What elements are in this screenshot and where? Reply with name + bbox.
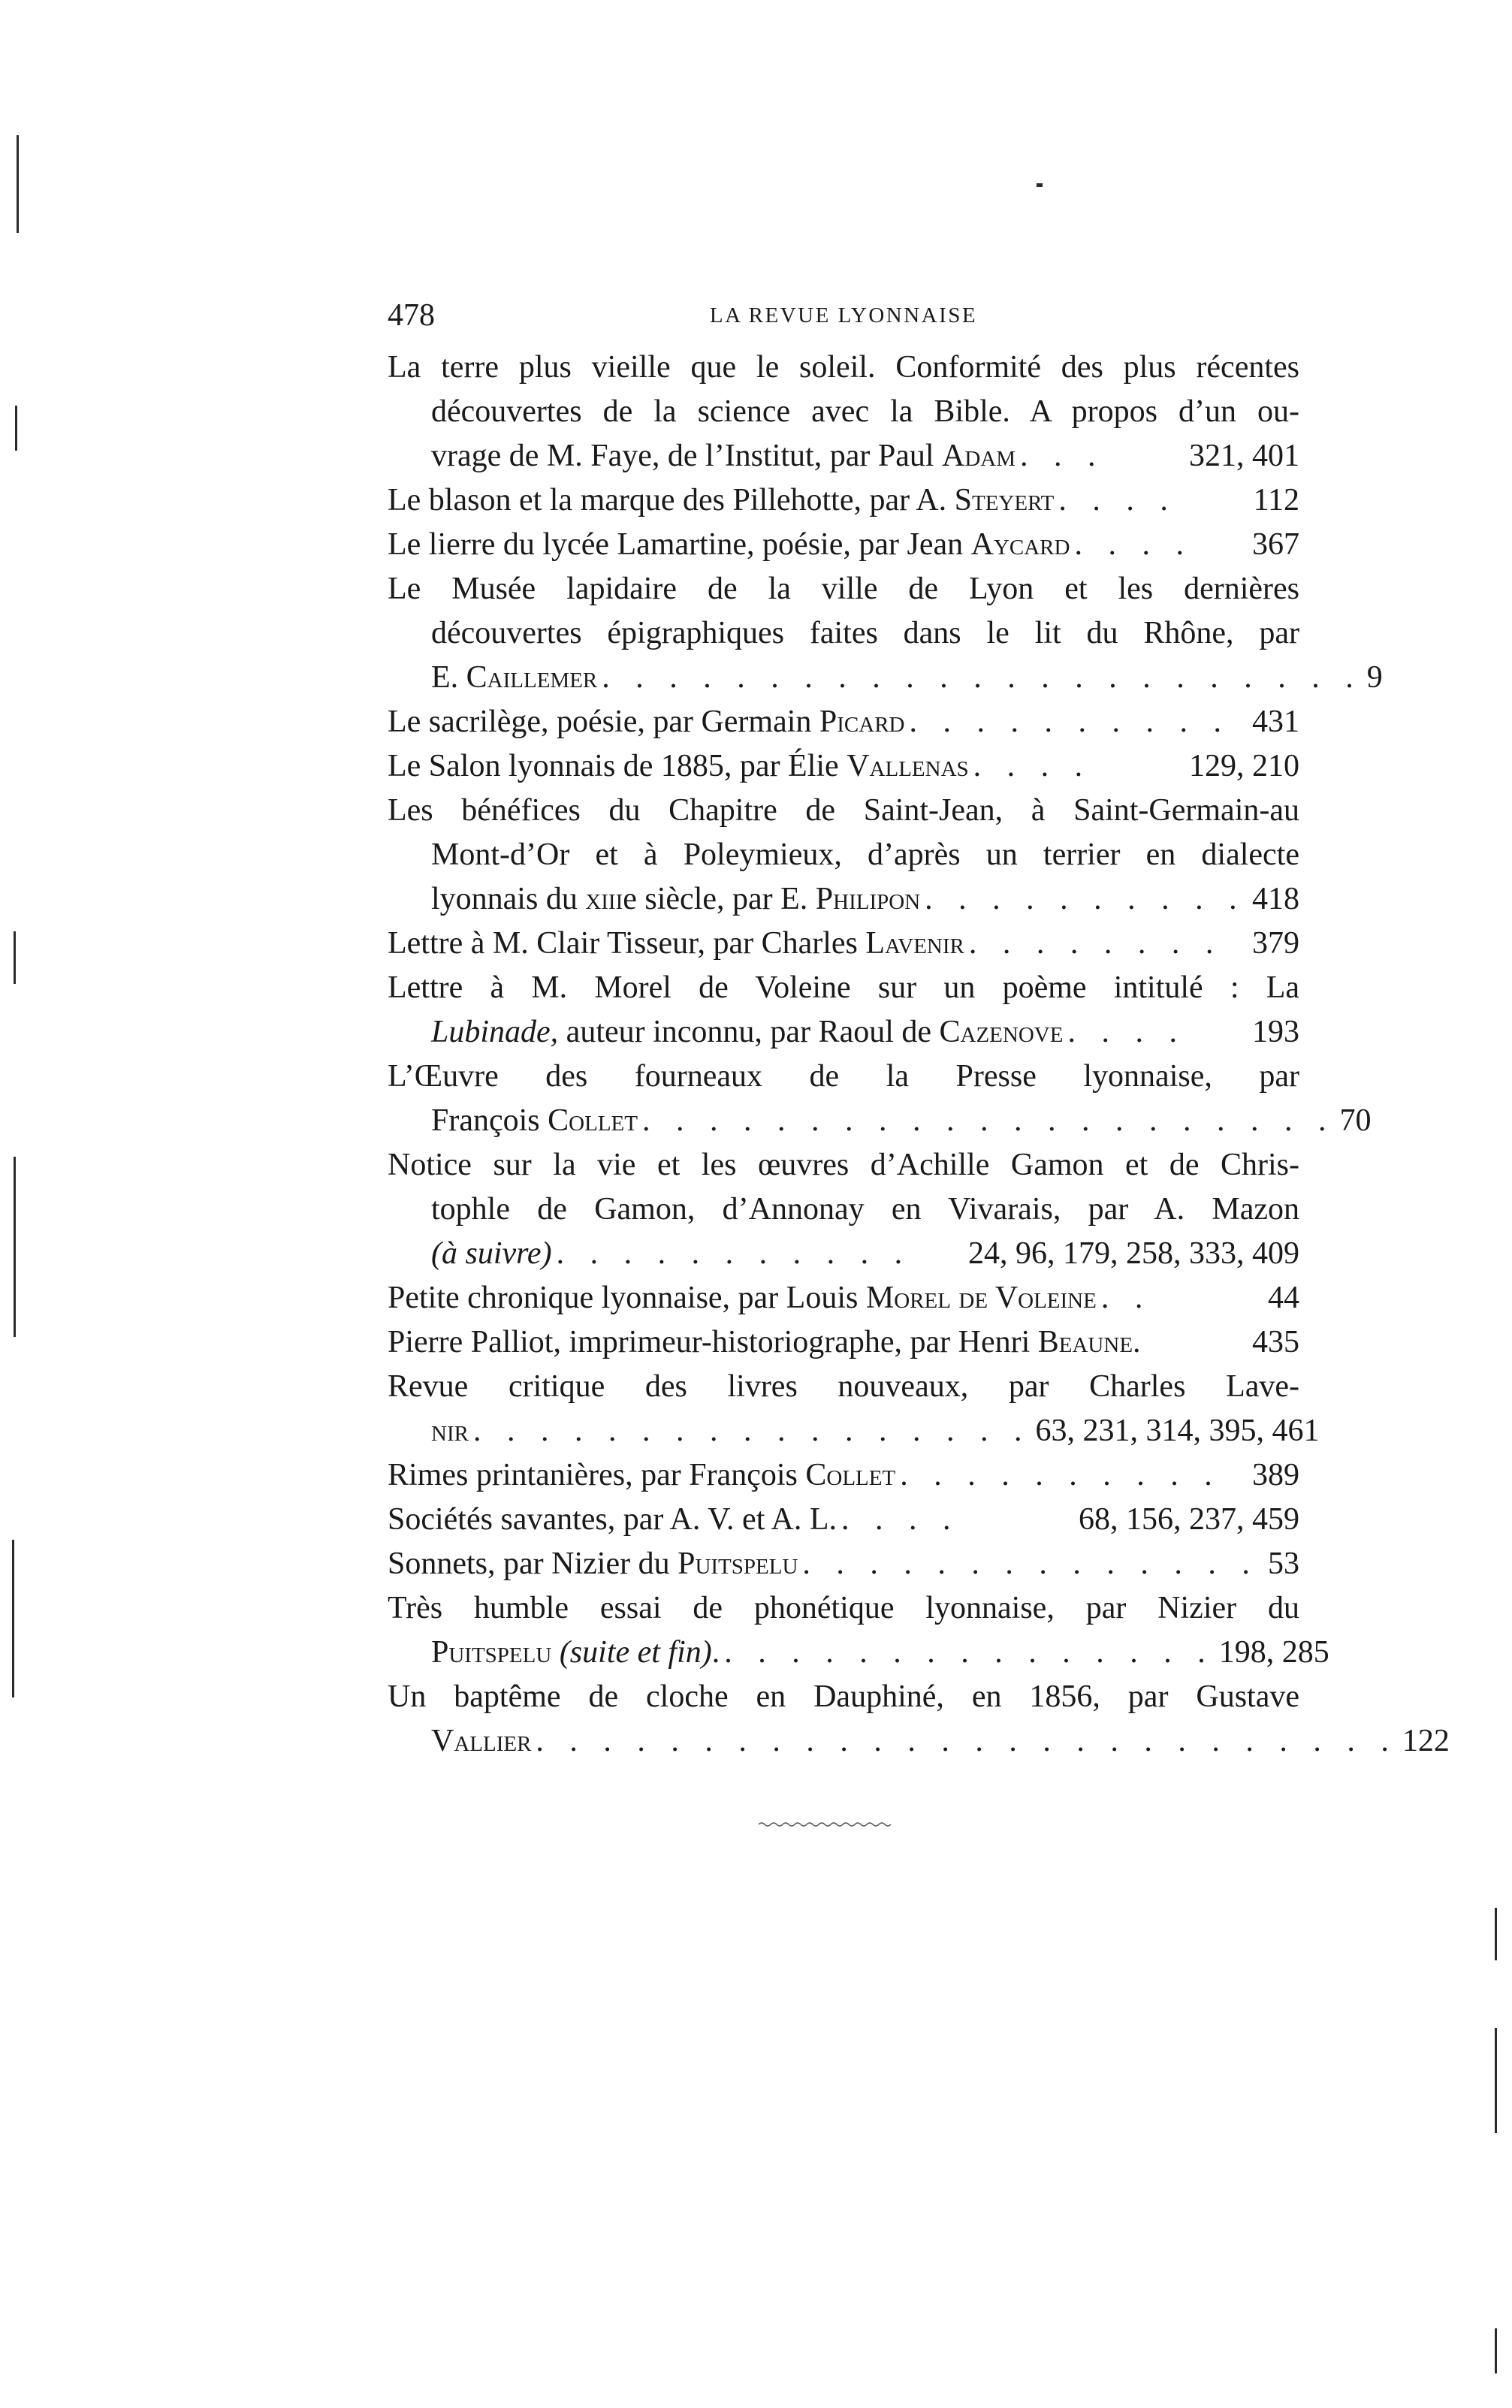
dot-leaders: . . . . . . . . . . . . . . .: [724, 1635, 1215, 1670]
entry-author: Philipon: [815, 882, 921, 916]
page-refs: 431: [1252, 705, 1299, 739]
entry-author: Beaune.: [1037, 1325, 1141, 1359]
page-refs: 122: [1402, 1724, 1450, 1758]
entry-text: Sociétés savantes, par A. V. et A. L.: [388, 1502, 837, 1537]
table-of-contents: [388, 346, 1450, 1764]
entry-text: Le lierre du lycée Lamartine, poésie, par Jean: [388, 527, 971, 562]
entry-text: Le blason et la marque des Pillehotte, par A.: [388, 483, 955, 518]
entry-italic: Lubinade,: [431, 1015, 559, 1049]
entry-text-after: e siècle, par E.: [623, 882, 816, 916]
entry-author: Puitspelu: [431, 1635, 552, 1670]
entry-text-after: [551, 1635, 560, 1670]
entry-text: vrage de M. Faye, de l’Institut, par Paul: [431, 439, 942, 473]
entry-text: François: [431, 1103, 548, 1138]
toc-entry: [388, 1586, 1329, 1675]
entry-author: Aycard: [970, 527, 1070, 562]
entry-line: Le Musée lapidaire de la ville de Lyon et les dernières: [388, 572, 1299, 606]
toc-entry: [388, 1542, 1299, 1586]
entry-line: La terre plus vieille que le soleil. Conformité des plus récentes: [388, 350, 1299, 385]
page-number: 478: [388, 298, 435, 333]
page-refs: 9: [1366, 660, 1383, 695]
toc-entry: [388, 700, 1299, 744]
entry-author: nir: [431, 1414, 469, 1448]
entry-title: [431, 1719, 531, 1764]
entry-title: [431, 1010, 1063, 1055]
dot-leaders: . . . .: [1074, 527, 1193, 562]
page-refs: 70: [1339, 1103, 1372, 1138]
dot-leaders: . . .: [1020, 439, 1105, 473]
entry-title: [431, 1409, 469, 1453]
entry-text: lyonnais du: [431, 882, 586, 916]
entry-title: [388, 523, 1070, 567]
entry-title: [431, 1232, 552, 1276]
entry-last-line: [388, 478, 1299, 523]
scan-mark: [1037, 183, 1043, 187]
entry-author: Collet: [805, 1458, 896, 1492]
running-title: LA REVUE LYONNAISE: [709, 303, 978, 327]
page-refs: 198, 285: [1218, 1635, 1329, 1670]
toc-entry: [388, 1675, 1450, 1764]
entry-italic: (à suivre): [431, 1236, 552, 1271]
entry-title: [431, 656, 597, 700]
toc-entry: [388, 922, 1299, 966]
entry-author: Morel de Voleine: [865, 1281, 1097, 1315]
entry-author: Collet: [548, 1103, 638, 1138]
entry-last-line: [388, 1409, 1320, 1453]
entry-title: [388, 1453, 895, 1498]
toc-entry: [388, 1320, 1299, 1365]
toc-entry: [388, 1055, 1372, 1143]
entry-text: E.: [431, 660, 466, 695]
entry-line: Revue critique des livres nouveaux, par Charles Lave-: [388, 1369, 1299, 1404]
page-refs: 68, 156, 237, 459: [1079, 1502, 1299, 1537]
entry-last-line: [388, 1232, 1299, 1276]
page-refs: 193: [1252, 1015, 1299, 1049]
dot-leaders: . . . . . . . . . .: [925, 882, 1246, 916]
entry-last-line: [388, 922, 1299, 966]
entry-title: [388, 478, 1054, 523]
entry-last-line: [388, 1010, 1299, 1055]
page-refs: 389: [1252, 1458, 1299, 1492]
scan-mark: [1495, 1908, 1497, 1960]
entry-line: Un baptême de cloche en Dauphiné, en 1856, par Gustave: [388, 1679, 1299, 1714]
toc-entry: [388, 789, 1299, 922]
entry-text: Le sacrilège, poésie, par Germain: [388, 705, 819, 739]
entry-line: Lettre à M. Morel de Voleine sur un poème intitulé : La: [388, 970, 1299, 1005]
entry-line: Les bénéfices du Chapitre de Saint-Jean, à Saint-Germain-au: [388, 793, 1299, 828]
scan-mark: [12, 1540, 14, 1697]
toc-entry: [388, 1276, 1299, 1320]
toc-entry: [388, 966, 1299, 1055]
dot-leaders: . . . . . . . . . . . . . . . . . . . . . . .: [602, 660, 1363, 695]
scan-mark: [14, 1157, 16, 1337]
entry-text: Le Salon lyonnais de 1885, par Élie: [388, 749, 847, 783]
page-refs: 321, 401: [1189, 439, 1299, 473]
entry-title: [388, 1498, 837, 1542]
entry-title: [431, 877, 920, 922]
entry-title: [431, 434, 1016, 478]
entry-title: [388, 700, 905, 744]
dot-leaders: . . . . . . . . . . .: [556, 1236, 912, 1271]
toc-entry: [388, 1498, 1299, 1542]
entry-line: découvertes épigraphiques faites dans le lit du Rhône, par: [431, 616, 1299, 650]
dot-leaders: . . . .: [973, 749, 1092, 783]
entry-text: Petite chronique lyonnaise, par Louis: [388, 1281, 866, 1315]
entry-last-line: [388, 1276, 1299, 1320]
entry-author: Vallier: [431, 1724, 532, 1758]
entry-line: découvertes de la science avec la Bible. A propos d’un ou-: [431, 394, 1299, 429]
entry-line: Très humble essai de phonétique lyonnaise, par Nizier du: [388, 1591, 1299, 1625]
entry-title: [388, 1542, 798, 1586]
page-refs: 367: [1252, 527, 1299, 562]
dot-leaders: . . . . . . . . . . . . . .: [802, 1546, 1259, 1581]
toc-entry: [388, 744, 1299, 789]
dot-leaders: . . . . . . . . . .: [909, 705, 1230, 739]
entry-author: Puitspelu: [678, 1546, 798, 1581]
entry-author: Vallenas: [847, 749, 969, 783]
toc-entry: [388, 478, 1299, 523]
entry-text-after: .: [711, 1635, 720, 1670]
entry-line: L’Œuvre des fourneaux de la Presse lyonnaise, par: [388, 1059, 1299, 1094]
entry-line: tophle de Gamon, d’Annonay en Vivarais, par A. Mazon: [431, 1192, 1299, 1227]
page-refs: 63, 231, 314, 395, 461: [1035, 1414, 1320, 1448]
entry-text: Sonnets, par Nizier du: [388, 1546, 678, 1581]
entry-text: Pierre Palliot, imprimeur-historiographe, par Henri: [388, 1325, 1038, 1359]
entry-last-line: [388, 877, 1299, 922]
scan-mark: [17, 135, 19, 233]
entry-last-line: [388, 1099, 1372, 1143]
entry-author: xiii: [585, 882, 623, 916]
entry-title: [431, 1099, 638, 1143]
dot-leaders: . .: [1100, 1281, 1152, 1315]
page-refs: 53: [1268, 1546, 1299, 1581]
toc-entry: [388, 1365, 1320, 1453]
page-refs: 24, 96, 179, 258, 333, 409: [968, 1236, 1299, 1271]
dot-leaders: . . . . . . . .: [968, 926, 1223, 961]
dot-leaders: . . . . . . . . . . . . . . . . .: [472, 1414, 1031, 1448]
dot-leaders: . . . .: [1058, 483, 1177, 518]
page-refs: 435: [1252, 1325, 1299, 1359]
entry-last-line: [388, 1719, 1450, 1764]
toc-entry: [388, 523, 1299, 567]
entry-last-line: [388, 1631, 1329, 1675]
entry-last-line: [388, 656, 1383, 700]
scan-mark: [1495, 2028, 1497, 2133]
entry-title: [431, 1631, 720, 1675]
entry-last-line: [388, 1453, 1299, 1498]
dot-leaders: . . . .: [1067, 1015, 1186, 1049]
entry-title: [388, 1320, 1141, 1365]
entry-last-line: [388, 700, 1299, 744]
entry-last-line: [388, 1542, 1299, 1586]
toc-entry: [388, 567, 1383, 700]
entry-italic: (suite et fin): [559, 1635, 712, 1670]
entry-text: Lettre à M. Clair Tisseur, par Charles: [388, 926, 866, 961]
page-refs: 418: [1252, 882, 1299, 916]
entry-author: Picard: [819, 705, 905, 739]
scan-mark: [15, 406, 17, 451]
dot-leaders: . . . .: [841, 1502, 960, 1537]
dot-leaders: . . . . . . . . . . . . . . . . . . . . .: [641, 1103, 1335, 1138]
entry-line: Notice sur la vie et les œuvres d’Achille Gamon et de Chris-: [388, 1148, 1299, 1182]
toc-entry: [388, 346, 1299, 478]
entry-author: Adam: [942, 439, 1016, 473]
entry-text: Rimes printanières, par François: [388, 1458, 806, 1492]
entry-text: auteur inconnu, par Raoul de: [558, 1015, 940, 1049]
entry-last-line: [388, 1498, 1299, 1542]
page-refs: 112: [1253, 483, 1299, 518]
scan-mark: [1495, 2328, 1497, 2373]
entry-author: Lavenir: [865, 926, 964, 961]
entry-author: Cazenove: [939, 1015, 1064, 1049]
end-ornament: [759, 1821, 894, 1828]
entry-last-line: [388, 1320, 1299, 1365]
toc-entry: [388, 1453, 1299, 1498]
page-refs: 44: [1268, 1281, 1299, 1315]
page-refs: 129, 210: [1189, 749, 1299, 783]
entry-author: Steyert: [954, 483, 1055, 518]
entry-line: Mont-d’Or et à Poleymieux, d’après un terrier en dialecte: [431, 837, 1299, 872]
scan-mark: [14, 931, 16, 984]
page-refs: 379: [1252, 926, 1299, 961]
entry-last-line: [388, 744, 1299, 789]
entry-author: Caillemer: [466, 660, 598, 695]
entry-title: [388, 922, 964, 966]
entry-title: [388, 1276, 1097, 1320]
dot-leaders: . . . . . . . . . . . . . . . . . . . . . . . . . .: [536, 1724, 1398, 1758]
entry-last-line: [388, 434, 1299, 478]
entry-title: [388, 744, 969, 789]
toc-entry: [388, 1143, 1299, 1276]
page-header: [388, 297, 1299, 335]
entry-last-line: [388, 523, 1299, 567]
dot-leaders: . . . . . . . . . .: [900, 1458, 1221, 1492]
